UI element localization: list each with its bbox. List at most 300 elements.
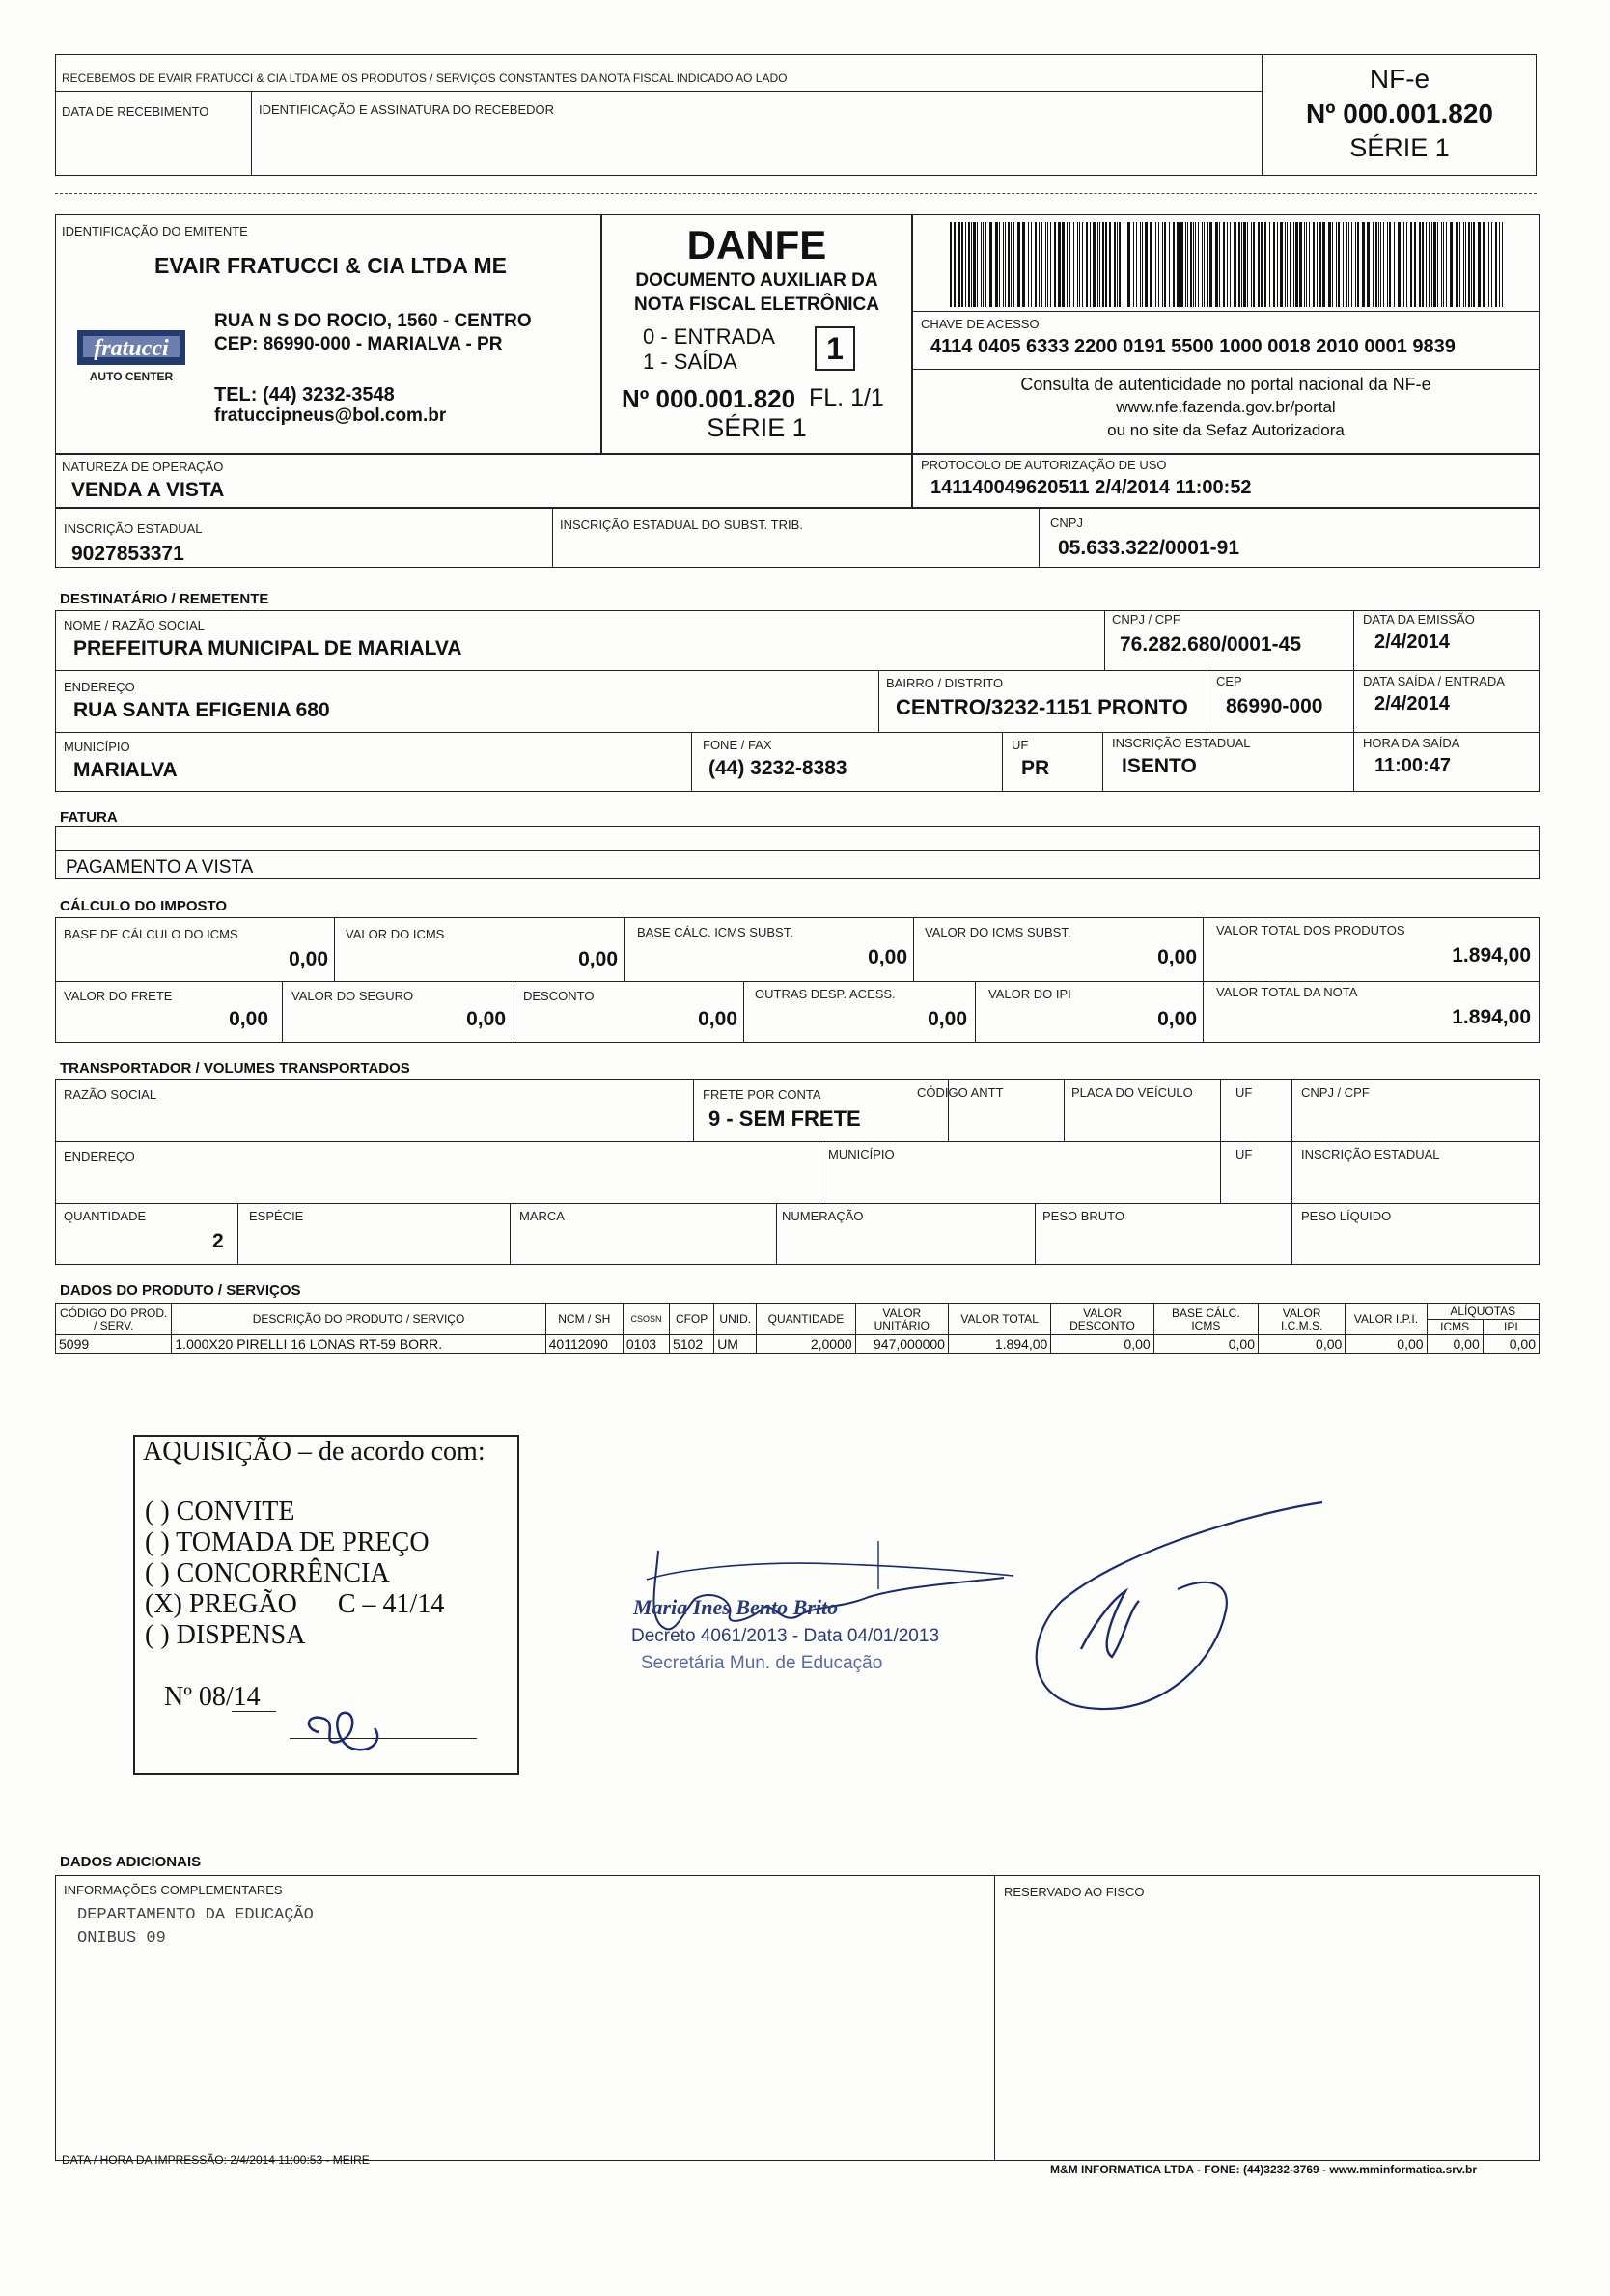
barcode-bar [1169,222,1170,307]
protocolo-label: PROTOCOLO DE AUTORIZAÇÃO DE USO [921,458,1167,472]
fatura-section: FATURA [60,809,118,826]
dest-saida-label: DATA SAÍDA / ENTRADA [1363,674,1505,688]
transp-numeracao-label: NUMERAÇÃO [782,1209,864,1223]
danfe-folha: FL. 1/1 [809,384,884,411]
barcode-bar [1495,222,1497,307]
base-subst: 0,00 [868,946,907,968]
emitente-endereco: RUA N S DO ROCIO, 1560 - CENTRO [214,311,532,331]
transp-frete-label: FRETE POR CONTA [703,1087,821,1102]
barcode-bar [1067,222,1068,307]
barcode-bar [1465,222,1466,307]
dest-cnpj-label: CNPJ / CPF [1112,612,1180,627]
transp-frete: 9 - SEM FRETE [708,1106,861,1131]
dest-nome: PREFEITURA MUNICIPAL DE MARIALVA [73,637,462,659]
barcode-bar [1119,222,1121,307]
transp-antt-label: CÓDIGO ANTT [917,1085,1004,1100]
signature-2 [1004,1495,1332,1726]
barcode-bar [1219,222,1220,307]
barcode-bar [1287,222,1288,307]
dest-emissao: 2/4/2014 [1374,631,1450,653]
emitente-email: fratuccipneus@bol.com.br [214,406,447,426]
barcode-bar [1215,222,1218,307]
dest-uf: PR [1021,757,1050,779]
barcode-bar [1045,222,1046,307]
barcode-bar [1114,222,1116,307]
cell-vicms: 0,00 [1259,1335,1346,1354]
barcode-bar [1463,222,1464,307]
outras-label: OUTRAS DESP. ACESS. [755,987,896,1001]
th-unitario: VALOR UNITÁRIO [855,1304,948,1335]
barcode-bar [1105,222,1107,307]
barcode-bar [1109,222,1111,307]
dest-uf-label: UF [1012,738,1029,752]
barcode-bar [1348,222,1349,307]
emitente-label: IDENTIFICAÇÃO DO EMITENTE [62,224,248,238]
barcode-bar [1164,222,1166,307]
barcode-bar [1054,222,1056,307]
barcode-bar [1117,222,1118,307]
canhoto-recebemos: RECEBEMOS DE EVAIR FRATUCCI & CIA LTDA ME OS PRODUTOS / SERVIÇOS CONSTANTES DA NOTA FISCAL INDICADO AO LADO [62,71,788,85]
canhoto-serie: SÉRIE 1 [1349,133,1450,162]
barcode-bar [1394,222,1395,307]
barcode-bar [1005,222,1006,307]
barcode-bar [1406,222,1407,307]
cell-codigo: 5099 [56,1335,172,1354]
barcode-bar [981,222,982,307]
destinatario-section: DESTINATÁRIO / REMETENTE [60,591,269,607]
fatura-box [55,826,1540,879]
barcode-bar [1338,222,1340,307]
barcode-bar [1317,222,1318,307]
cell-icms: 0,00 [1427,1335,1483,1354]
produtos-section: DADOS DO PRODUTO / SERVIÇOS [60,1282,301,1299]
canhoto-numero: Nº 000.001.820 [1306,98,1493,128]
barcode-bar [1235,222,1236,307]
barcode-bar [1419,222,1421,307]
barcode-bar [1309,222,1310,307]
info-2: ONIBUS 09 [77,1929,166,1947]
cut-line [55,193,1537,194]
barcode-bar [1431,222,1432,307]
logo-text: fratucci [94,336,169,361]
dest-municipio: MARIALVA [73,759,178,781]
barcode-bar [1090,222,1091,307]
barcode-bar [1086,222,1088,307]
barcode-bar [1261,222,1263,307]
barcode-bar [1422,222,1424,307]
barcode-bar [1251,222,1252,307]
barcode-bar [1062,222,1065,307]
barcode-bar [1223,222,1225,307]
natureza-label: NATUREZA DE OPERAÇÃO [62,460,224,474]
barcode-bar [1013,222,1014,307]
assinatura-cargo: Secretária Mun. de Educação [641,1653,883,1673]
emitente-cep: CEP: 86990-000 - MARIALVA - PR [214,334,503,354]
barcode-bar [1177,222,1180,307]
th-vicms: VALOR I.C.M.S. [1259,1304,1346,1335]
transp-cnpj-label: CNPJ / CPF [1301,1085,1370,1100]
barcode-bar [1247,222,1248,307]
barcode-bar [1398,222,1401,307]
barcode-bar [1238,222,1240,307]
danfe-tipo: 1 [815,326,855,371]
transp-razao-label: RAZÃO SOCIAL [64,1087,157,1102]
info-1: DEPARTAMENTO DA EDUCAÇÃO [77,1906,314,1924]
barcode-bar [1499,222,1500,307]
chave-valor: 4114 0405 6333 2200 0191 5500 1000 0018 2010 0001 9839 [930,336,1456,357]
dest-cep: 86990-000 [1226,695,1323,717]
barcode-bar [1426,222,1427,307]
transp-municipio-label: MUNICÍPIO [828,1147,895,1162]
barcode-bar [1093,222,1096,307]
total-produtos-label: VALOR TOTAL DOS PRODUTOS [1216,923,1405,938]
barcode-bar [1387,222,1388,307]
emitente-tel: TEL: (44) 3232-3548 [214,384,395,406]
protocolo-valor: 141140049620511 2/4/2014 11:00:52 [930,477,1252,498]
ie-cnpj: 05.633.322/0001-91 [1058,537,1240,559]
barcode-bar [1459,222,1460,307]
cell-descricao: 1.000X20 PIRELLI 16 LONAS RT-59 BORR. [172,1335,545,1354]
barcode-bar [958,222,960,307]
barcode-bar [1491,222,1492,307]
transp-quantidade-label: QUANTIDADE [64,1209,147,1223]
barcode-bar [1204,222,1205,307]
barcode-bar [1230,222,1231,307]
danfe-sub1: DOCUMENTO AUXILIAR DA [635,270,878,291]
data-recebimento-label: DATA DE RECEBIMENTO [62,104,209,119]
barcode-bar [1403,222,1404,307]
barcode-bar [965,222,966,307]
th-ncm: NCM / SH [545,1304,623,1335]
barcode-bar [1155,222,1156,307]
dest-bairro: CENTRO/3232-1151 PRONTO [896,695,1188,719]
rodape-impressao: DATA / HORA DA IMPRESSÃO: 2/4/2014 11:00:53 - MEIRE [62,2153,370,2167]
cell-cfop: 5102 [670,1335,714,1354]
dest-nome-label: NOME / RAZÃO SOCIAL [64,618,205,632]
barcode-bar [1187,222,1188,307]
barcode-bar [1502,222,1503,307]
barcode-bar [1380,222,1381,307]
transp-peso-bruto-label: PESO BRUTO [1042,1209,1125,1223]
ipi-label: VALOR DO IPI [988,987,1071,1001]
barcode-bar [1150,222,1152,307]
barcode-bar [1003,222,1004,307]
barcode-bar [1328,222,1331,307]
rodape-empresa: M&M INFORMATICA LTDA - FONE: (44)3232-3769 - www.mminformatica.srv.br [1050,2163,1478,2176]
produtos-table [55,1303,1540,1354]
th-csosn: CSOSN [623,1304,669,1335]
valor-subst: 0,00 [1157,946,1197,968]
barcode-bar [1443,222,1444,307]
barcode-bar [1367,222,1370,307]
desconto-label: DESCONTO [523,989,595,1003]
barcode-bar [1357,222,1359,307]
barcode-bar [950,222,952,307]
consulta-1: Consulta de autenticidade no portal nacional da NF-e [1020,375,1431,394]
barcode-bar [1355,222,1356,307]
barcode-bar [1483,222,1485,307]
barcode-bar [1488,222,1489,307]
barcode-bar [1008,222,1010,307]
danfe-sub2: NOTA FISCAL ELETRÔNICA [633,294,880,315]
barcode-bar [1028,222,1029,307]
emitente-nome: EVAIR FRATUCCI & CIA LTDA ME [154,253,507,278]
dest-cep-label: CEP [1216,674,1242,688]
th-cfop: CFOP [670,1304,714,1335]
barcode-bar [1410,222,1412,307]
barcode-bar [1362,222,1365,307]
barcode-bar [1414,222,1416,307]
consulta-3: ou no site da Sefaz Autorizadora [1107,421,1345,439]
barcode-bar [1290,222,1291,307]
barcode-bar [1306,222,1307,307]
barcode-bar [1195,222,1196,307]
barcode-bar [1299,222,1302,307]
barcode-bar [1198,222,1199,307]
barcode-bar [1375,222,1377,307]
ie-valor: 9027853371 [71,543,184,565]
ie-cnpj-label: CNPJ [1050,516,1083,530]
barcode-bar [1343,222,1344,307]
dest-ie: ISENTO [1122,755,1197,777]
barcode-bar [999,222,1000,307]
barcode-bar [1293,222,1294,307]
th-quantidade: QUANTIDADE [757,1304,855,1335]
danfe-title: DANFE [686,222,827,267]
barcode-bar [1180,222,1183,307]
transp-ie-label: INSCRIÇÃO ESTADUAL [1301,1147,1440,1162]
assinatura-nome: Maria Ines Bento Brito [633,1595,839,1619]
transp-quantidade: 2 [212,1230,224,1252]
danfe-serie: SÉRIE 1 [707,413,807,442]
cell-quantidade: 2,0000 [757,1335,855,1354]
frete: 0,00 [229,1008,268,1030]
barcode-bar [1441,222,1442,307]
barcode-bar [1209,222,1212,307]
valor-subst-label: VALOR DO ICMS SUBST. [925,925,1071,939]
barcode-bar [1058,222,1061,307]
barcode-bar [1389,222,1391,307]
cell-ncm: 40112090 [545,1335,623,1354]
stamp-titulo: AQUISIÇÃO – de acordo com: [143,1437,486,1467]
barcode-bar [1158,222,1159,307]
barcode-bar [973,222,976,307]
cell-csosn: 0103 [623,1335,669,1354]
barcode-bar [1258,222,1260,307]
barcode-bar [1127,222,1130,307]
cell-total: 1.894,00 [948,1335,1050,1354]
barcode-bar [1041,222,1042,307]
consulta-2: www.nfe.fazenda.gov.br/portal [1116,398,1336,416]
barcode-bar [1190,222,1192,307]
barcode-bar [961,222,963,307]
barcode-bar [1319,222,1321,307]
cell-base: 0,00 [1153,1335,1258,1354]
transp-uf2-label: UF [1235,1147,1253,1162]
barcode-bar [1039,222,1040,307]
transp-especie-label: ESPÉCIE [249,1209,304,1223]
barcode-bar [1162,222,1163,307]
dest-endereco-label: ENDEREÇO [64,680,135,694]
stamp-pregao: (X) PREGÃO C – 41/14 [145,1589,445,1619]
barcode-bar [1099,222,1100,307]
ie-subst-label: INSCRIÇÃO ESTADUAL DO SUBST. TRIB. [560,518,803,532]
barcode-bar [1383,222,1384,307]
danfe-saida: 1 - SAÍDA [643,350,737,374]
assinatura-decreto: Decreto 4061/2013 - Data 04/01/2013 [631,1626,940,1646]
barcode-bar [1234,222,1235,307]
barcode-bar [968,222,970,307]
valor-icms: 0,00 [578,948,618,970]
dest-saida: 2/4/2014 [1374,693,1450,714]
barcode-bar [1077,222,1078,307]
dest-hora-label: HORA DA SAÍDA [1363,736,1460,750]
barcode-bar [1378,222,1379,307]
imposto-section: CÁLCULO DO IMPOSTO [60,898,228,914]
base-icms: 0,00 [289,948,328,970]
emitente-logo [68,326,199,386]
barcode-bar [1446,222,1447,307]
dest-fone-label: FONE / FAX [703,738,772,752]
chave-label: CHAVE DE ACESSO [921,317,1040,331]
total-produtos: 1.894,00 [1452,944,1531,966]
barcode-bar [1145,222,1148,307]
barcode-bar [1173,222,1175,307]
canhoto-nfe: NF-e [1369,64,1430,94]
barcode-bar [1269,222,1270,307]
cell-desconto: 0,00 [1051,1335,1153,1354]
stamp-rubrica [299,1699,396,1757]
barcode-bar [1332,222,1333,307]
barcode-bar [1142,222,1143,307]
th-descricao: DESCRIÇÃO DO PRODUTO / SERVIÇO [172,1304,545,1335]
dest-ie-label: INSCRIÇÃO ESTADUAL [1112,736,1251,750]
cell-unitario: 947,000000 [855,1335,948,1354]
barcode-bar [1304,222,1305,307]
barcode-bar [1136,222,1137,307]
th-unid: UNID. [714,1304,757,1335]
barcode-bar [1277,222,1278,307]
barcode-bar [1069,222,1070,307]
barcode-bar [1468,222,1470,307]
th-vipi: VALOR I.P.I. [1346,1304,1427,1335]
barcode-bar [1011,222,1012,307]
base-subst-label: BASE CÁLC. ICMS SUBST. [637,925,793,939]
barcode-bar [1207,222,1208,307]
barcode-bar [1429,222,1430,307]
barcode-bar [1050,222,1051,307]
barcode-bar [1285,222,1286,307]
seguro-label: VALOR DO SEGURO [291,989,414,1003]
barcode [948,220,1510,309]
dest-emissao-label: DATA DA EMISSÃO [1363,612,1475,627]
th-aliquotas: ALÍQUOTAS [1427,1304,1539,1320]
danfe-numero: Nº 000.001.820 [622,384,796,413]
barcode-bar [1437,222,1438,307]
natureza-valor: VENDA A VISTA [71,479,225,501]
barcode-bar [954,222,956,307]
barcode-bar [1193,222,1194,307]
barcode-bar [1017,222,1020,307]
logo-sub: AUTO CENTER [89,370,174,383]
stamp-convite: ( ) CONVITE [145,1497,295,1526]
barcode-bar [1273,222,1275,307]
barcode-bar [1140,222,1141,307]
th-total: VALOR TOTAL [948,1304,1050,1335]
dest-hora: 11:00:47 [1374,755,1451,776]
barcode-bar [1322,222,1325,307]
barcode-bar [1264,222,1266,307]
barcode-bar [1133,222,1134,307]
barcode-bar [1346,222,1347,307]
barcode-bar [1241,222,1242,307]
th-desconto: VALOR DESCONTO [1051,1304,1153,1335]
base-icms-label: BASE DE CÁLCULO DO ICMS [64,927,238,941]
barcode-bar [977,222,978,307]
barcode-bar [1478,222,1481,307]
transp-peso-liquido-label: PESO LÍQUIDO [1301,1209,1392,1223]
th-ipi: IPI [1483,1320,1539,1335]
barcode-bar [1031,222,1032,307]
total-nota-label: VALOR TOTAL DA NOTA [1216,985,1358,999]
adicionais-section: DADOS ADICIONAIS [60,1854,202,1870]
barcode-bar [1035,222,1037,307]
transp-marca-label: MARCA [519,1209,565,1223]
transportador-section: TRANSPORTADOR / VOLUMES TRANSPORTADOS [60,1060,410,1077]
barcode-bar [971,222,972,307]
barcode-bar [1336,222,1337,307]
th-icms: ICMS [1427,1320,1483,1335]
valor-icms-label: VALOR DO ICMS [346,927,445,941]
frete-label: VALOR DO FRETE [64,989,173,1003]
barcode-bar [1082,222,1083,307]
barcode-bar [1097,222,1098,307]
seguro: 0,00 [466,1008,506,1030]
barcode-bar [983,222,984,307]
cell-unid: UM [714,1335,757,1354]
stamp-tomada: ( ) TOMADA DE PREÇO [145,1527,430,1557]
table-row [56,1335,1540,1354]
identificacao-recebedor-label: IDENTIFICAÇÃO E ASSINATURA DO RECEBEDOR [259,102,555,117]
barcode-bar [1373,222,1374,307]
barcode-bar [1351,222,1352,307]
barcode-bar [1280,222,1283,307]
barcode-bar [1243,222,1246,307]
reservado-fisco-label: RESERVADO AO FISCO [1004,1885,1145,1899]
fatura-texto: PAGAMENTO A VISTA [66,857,254,878]
barcode-bar [1295,222,1298,307]
danfe-entrada: 0 - ENTRADA [643,324,775,349]
barcode-bar [1202,222,1203,307]
barcode-bar [1456,222,1458,307]
transp-placa-label: PLACA DO VEÍCULO [1071,1085,1193,1100]
cell-ipi: 0,00 [1483,1335,1539,1354]
dest-fone: (44) 3232-8383 [708,757,847,779]
stamp-numero: Nº 08/14 [164,1682,261,1712]
outras: 0,00 [928,1008,967,1030]
barcode-bar [1073,222,1074,307]
cell-vipi: 0,00 [1346,1335,1427,1354]
barcode-bar [989,222,992,307]
th-base: BASE CÁLC. ICMS [1153,1304,1258,1335]
barcode-bar [1022,222,1025,307]
barcode-bar [985,222,986,307]
barcode-bar [1047,222,1048,307]
ipi: 0,00 [1157,1008,1197,1030]
barcode-bar [1450,222,1453,307]
barcode-bar [1473,222,1475,307]
th-codigo: CÓDIGO DO PROD. / SERV. [56,1304,172,1335]
